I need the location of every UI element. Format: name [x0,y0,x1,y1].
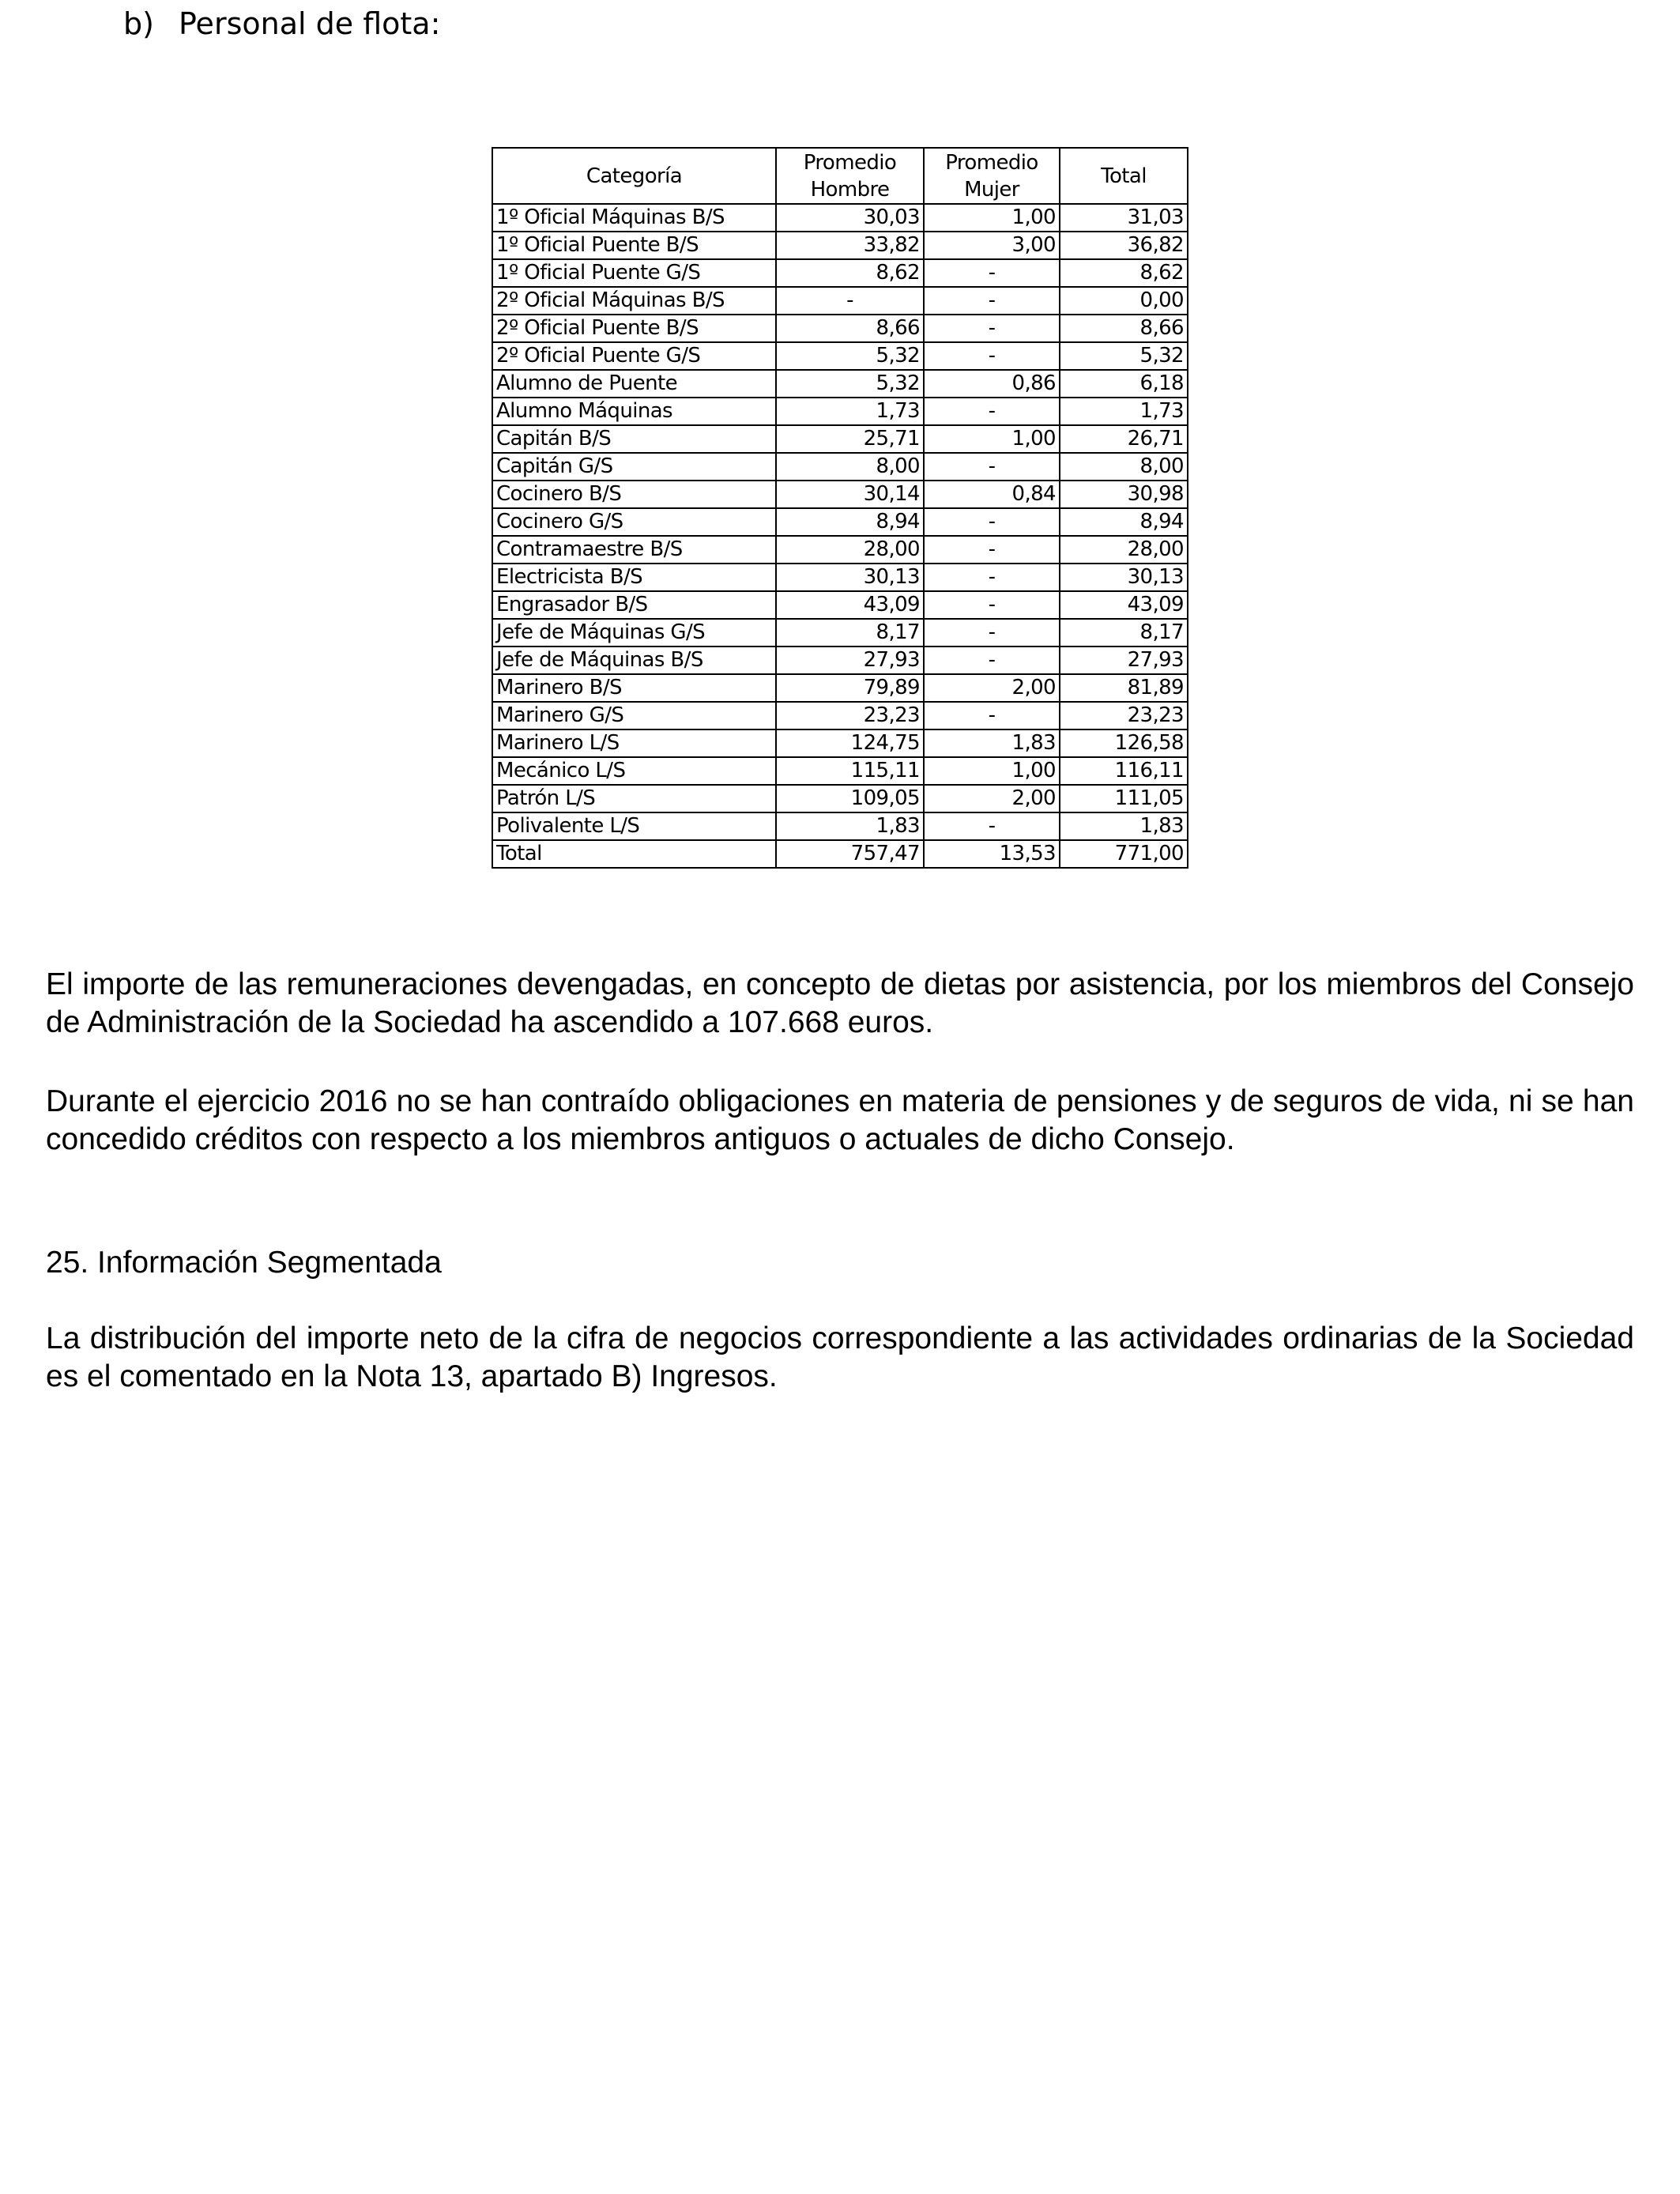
table-row [492,342,1188,370]
cell-men: 43,09 [776,591,924,619]
cell-women: - [924,315,1060,342]
cell-women: - [924,702,1060,729]
section-heading-title: Personal de flota: [179,6,441,41]
table-row [492,757,1188,785]
cell-category: 2º Oficial Máquinas B/S [492,287,776,315]
cell-men: 1,73 [776,398,924,425]
cell-women: - [924,508,1060,536]
header-women-line1: Promedio [945,150,1038,175]
table-row [492,481,1188,508]
cell-category: Polivalente L/S [492,812,776,840]
cell-women: - [924,812,1060,840]
cell-total: 23,23 [1060,702,1188,729]
cell-category: 1º Oficial Puente G/S [492,259,776,287]
cell-total: 8,62 [1060,259,1188,287]
table-row [492,287,1188,315]
cell-total: 8,66 [1060,315,1188,342]
cell-men: 30,03 [776,204,924,232]
cell-men: 8,00 [776,453,924,481]
cell-women: 0,86 [924,370,1060,398]
cell-category: Alumno de Puente [492,370,776,398]
cell-men: 27,93 [776,647,924,674]
table-row [492,591,1188,619]
cell-category: Contramaestre B/S [492,536,776,564]
cell-men: 79,89 [776,674,924,702]
table-row [492,315,1188,342]
cell-category: Jefe de Máquinas G/S [492,619,776,647]
cell-women: 3,00 [924,232,1060,259]
cell-men: 1,83 [776,812,924,840]
cell-men: 25,71 [776,425,924,453]
table-row [492,702,1188,729]
cell-men: 8,62 [776,259,924,287]
cell-category: Marinero G/S [492,702,776,729]
cell-category: 2º Oficial Puente G/S [492,342,776,370]
cell-men: 33,82 [776,232,924,259]
cell-women: - [924,342,1060,370]
header-women-line2: Mujer [964,177,1019,202]
cell-women: - [924,398,1060,425]
table-row [492,425,1188,453]
section-25-body: La distribución del importe neto de la cifra de negocios correspondiente a las actividades ordinarias de la Sociedad es el comentado en la Nota 13, apartado B) Ingresos. [46,1321,1634,1393]
fleet-staff-table [492,147,1188,869]
obligations-paragraph: Durante el ejercicio 2016 no se han contraído obligaciones en materia de pensiones y de seguros de vida, ni se han concedido créditos con respecto a los miembros antiguos o actuales de dicho Consejo. [46,1084,1634,1156]
table-row [492,536,1188,564]
section-heading [123,3,440,44]
cell-category: Cocinero G/S [492,508,776,536]
cell-total: 0,00 [1060,287,1188,315]
table-row [492,508,1188,536]
cell-women: 13,53 [924,840,1060,868]
cell-men: 8,17 [776,619,924,647]
cell-total: 8,94 [1060,508,1188,536]
cell-category: Jefe de Máquinas B/S [492,647,776,674]
cell-women: 2,00 [924,674,1060,702]
cell-category: Marinero L/S [492,729,776,757]
table-row [492,564,1188,591]
cell-category: Electricista B/S [492,564,776,591]
table-header-row [492,148,1188,204]
cell-men: 23,23 [776,702,924,729]
table-row [492,453,1188,481]
cell-category: Patrón L/S [492,785,776,812]
cell-men: 757,47 [776,840,924,868]
table-row [492,674,1188,702]
header-women-average [924,148,1060,204]
cell-women: 2,00 [924,785,1060,812]
cell-women: - [924,287,1060,315]
cell-total: 28,00 [1060,536,1188,564]
cell-total: 5,32 [1060,342,1188,370]
cell-women: - [924,564,1060,591]
table-row [492,619,1188,647]
section-25-title: 25. Información Segmentada [46,1246,442,1280]
cell-total: 27,93 [1060,647,1188,674]
cell-men: 109,05 [776,785,924,812]
cell-men: - [776,287,924,315]
table-row [492,647,1188,674]
header-men-line1: Promedio [803,150,897,175]
cell-women: 1,00 [924,757,1060,785]
cell-men: 30,14 [776,481,924,508]
cell-total: 26,71 [1060,425,1188,453]
cell-category: Engrasador B/S [492,591,776,619]
table-row [492,729,1188,757]
cell-total: 1,73 [1060,398,1188,425]
cell-total: 6,18 [1060,370,1188,398]
cell-category: Capitán G/S [492,453,776,481]
cell-women: - [924,536,1060,564]
cell-men: 30,13 [776,564,924,591]
cell-men: 124,75 [776,729,924,757]
table-row [492,204,1188,232]
cell-women: - [924,619,1060,647]
list-marker: b) [123,6,154,41]
cell-total: 31,03 [1060,204,1188,232]
cell-category: Marinero B/S [492,674,776,702]
cell-men: 5,32 [776,370,924,398]
cell-total: 126,58 [1060,729,1188,757]
cell-total: 81,89 [1060,674,1188,702]
cell-women: 0,84 [924,481,1060,508]
table-row [492,398,1188,425]
cell-women: 1,00 [924,425,1060,453]
table-row [492,370,1188,398]
cell-women: - [924,453,1060,481]
cell-total: 36,82 [1060,232,1188,259]
cell-women: 1,00 [924,204,1060,232]
cell-men: 28,00 [776,536,924,564]
cell-women: - [924,591,1060,619]
table-row [492,232,1188,259]
cell-total: 111,05 [1060,785,1188,812]
cell-total: 30,13 [1060,564,1188,591]
cell-men: 5,32 [776,342,924,370]
table-row [492,812,1188,840]
cell-women: - [924,259,1060,287]
cell-category: Capitán B/S [492,425,776,453]
cell-total: 116,11 [1060,757,1188,785]
cell-men: 8,94 [776,508,924,536]
cell-total: 771,00 [1060,840,1188,868]
cell-category: Cocinero B/S [492,481,776,508]
table-row [492,259,1188,287]
cell-category: 1º Oficial Máquinas B/S [492,204,776,232]
cell-category: Mecánico L/S [492,757,776,785]
cell-total: 30,98 [1060,481,1188,508]
table-body [492,204,1188,868]
cell-total: 8,00 [1060,453,1188,481]
cell-total: 43,09 [1060,591,1188,619]
remuneration-paragraph: El importe de las remuneraciones devengadas, en concepto de dietas por asistencia, por los miembros del Consejo de Administración de la Sociedad ha ascendido a 107.668 euros. [46,967,1634,1039]
header-total: Total [1060,148,1188,204]
table-row [492,840,1188,868]
cell-women: 1,83 [924,729,1060,757]
cell-category: Alumno Máquinas [492,398,776,425]
cell-category: 2º Oficial Puente B/S [492,315,776,342]
cell-total: 8,17 [1060,619,1188,647]
cell-category: 1º Oficial Puente B/S [492,232,776,259]
cell-women: - [924,647,1060,674]
header-category: Categoría [492,148,776,204]
cell-men: 8,66 [776,315,924,342]
cell-category: Total [492,840,776,868]
header-men-average [776,148,924,204]
table-row [492,785,1188,812]
header-men-line2: Hombre [810,177,890,202]
cell-total: 1,83 [1060,812,1188,840]
cell-men: 115,11 [776,757,924,785]
